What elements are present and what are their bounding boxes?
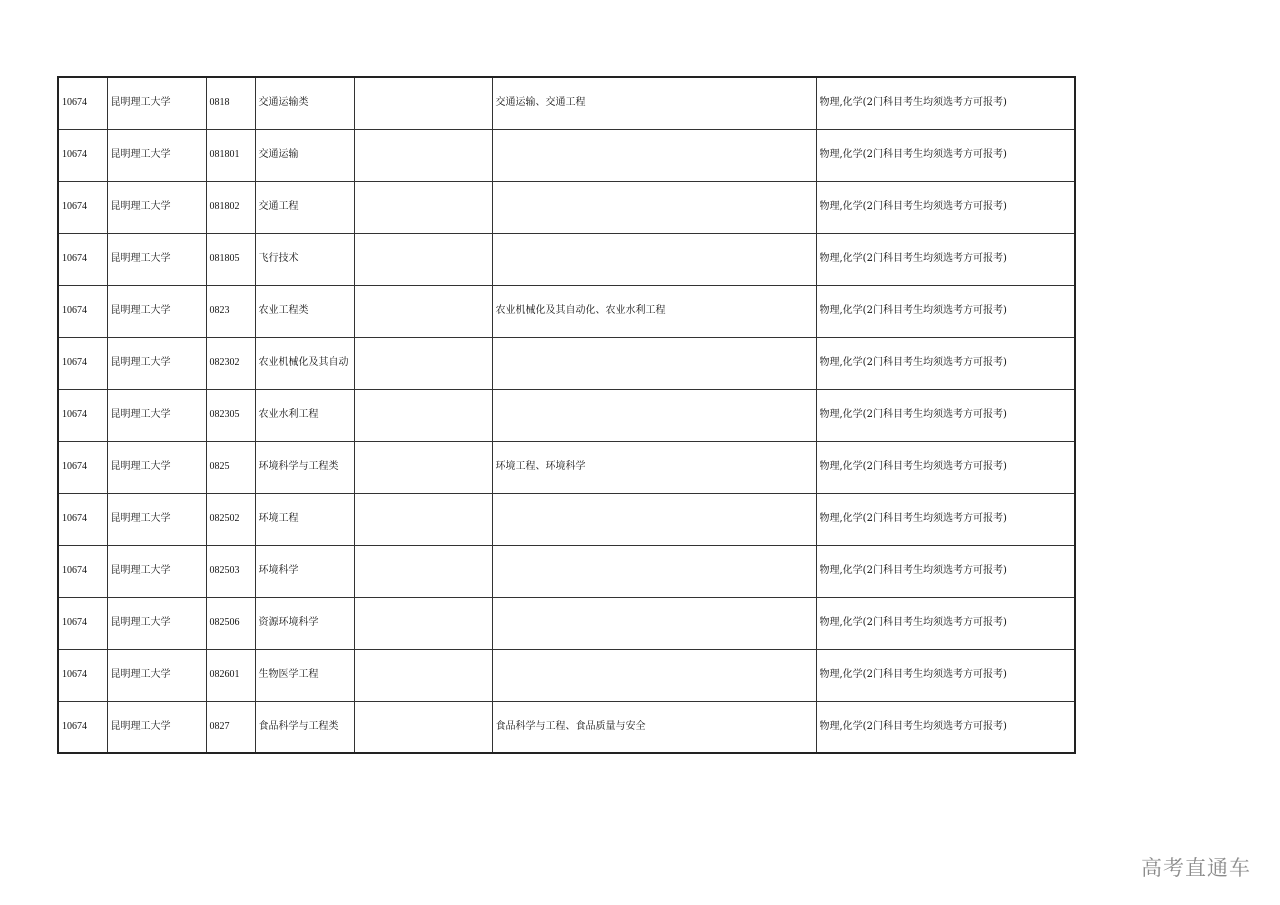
note-cell [354,493,492,545]
table-row [58,129,1075,181]
school-code-cell: 10674 [58,597,107,649]
note-cell [354,285,492,337]
included-majors-cell [492,389,816,441]
table-row [58,701,1075,753]
school-name-cell: 昆明理工大学 [107,77,206,129]
major-name-cell: 食品科学与工程类 [255,701,354,753]
subject-requirement-cell: 物理,化学(2门科目考生均须选考方可报考) [816,181,1075,233]
note-cell [354,701,492,753]
major-name-cell: 农业工程类 [255,285,354,337]
school-name-cell: 昆明理工大学 [107,389,206,441]
included-majors-cell [492,129,816,181]
subject-requirement-cell: 物理,化学(2门科目考生均须选考方可报考) [816,389,1075,441]
school-name-cell: 昆明理工大学 [107,129,206,181]
included-majors-cell: 环境工程、环境科学 [492,441,816,493]
note-cell [354,597,492,649]
major-name-cell: 生物医学工程 [255,649,354,701]
subject-requirement-cell: 物理,化学(2门科目考生均须选考方可报考) [816,493,1075,545]
included-majors-cell: 交通运输、交通工程 [492,77,816,129]
watermark-text: 高考直通车 [1141,856,1251,880]
major-name-cell: 交通工程 [255,181,354,233]
note-cell [354,545,492,597]
school-code-cell: 10674 [58,389,107,441]
major-name-cell: 农业水利工程 [255,389,354,441]
major-code-cell: 0827 [206,701,255,753]
included-majors-cell: 食品科学与工程、食品质量与安全 [492,701,816,753]
major-requirements-table [57,76,1076,754]
table-row [58,233,1075,285]
included-majors-cell [492,233,816,285]
major-code-cell: 081805 [206,233,255,285]
school-code-cell: 10674 [58,129,107,181]
major-code-cell: 082503 [206,545,255,597]
major-name-cell: 资源环境科学 [255,597,354,649]
school-name-cell: 昆明理工大学 [107,545,206,597]
major-code-cell: 0823 [206,285,255,337]
school-name-cell: 昆明理工大学 [107,181,206,233]
school-code-cell: 10674 [58,337,107,389]
major-name-cell: 农业机械化及其自动 [255,337,354,389]
major-code-cell: 082305 [206,389,255,441]
school-name-cell: 昆明理工大学 [107,701,206,753]
included-majors-cell [492,181,816,233]
subject-requirement-cell: 物理,化学(2门科目考生均须选考方可报考) [816,701,1075,753]
note-cell [354,441,492,493]
major-code-cell: 082502 [206,493,255,545]
major-code-cell: 082601 [206,649,255,701]
school-name-cell: 昆明理工大学 [107,337,206,389]
school-code-cell: 10674 [58,285,107,337]
included-majors-cell: 农业机械化及其自动化、农业水利工程 [492,285,816,337]
major-name-cell: 交通运输类 [255,77,354,129]
table-body [58,77,1075,753]
school-name-cell: 昆明理工大学 [107,649,206,701]
subject-requirement-cell: 物理,化学(2门科目考生均须选考方可报考) [816,649,1075,701]
school-code-cell: 10674 [58,493,107,545]
table-row [58,285,1075,337]
school-code-cell: 10674 [58,649,107,701]
school-code-cell: 10674 [58,441,107,493]
subject-requirement-cell: 物理,化学(2门科目考生均须选考方可报考) [816,285,1075,337]
included-majors-cell [492,545,816,597]
major-code-cell: 081802 [206,181,255,233]
table-row [58,441,1075,493]
table-row [58,337,1075,389]
subject-requirement-cell: 物理,化学(2门科目考生均须选考方可报考) [816,545,1075,597]
school-name-cell: 昆明理工大学 [107,493,206,545]
major-name-cell: 交通运输 [255,129,354,181]
school-code-cell: 10674 [58,77,107,129]
major-code-cell: 0818 [206,77,255,129]
table-row [58,181,1075,233]
subject-requirement-cell: 物理,化学(2门科目考生均须选考方可报考) [816,77,1075,129]
school-code-cell: 10674 [58,701,107,753]
major-name-cell: 飞行技术 [255,233,354,285]
major-code-cell: 0825 [206,441,255,493]
major-name-cell: 环境科学与工程类 [255,441,354,493]
school-name-cell: 昆明理工大学 [107,597,206,649]
note-cell [354,649,492,701]
school-name-cell: 昆明理工大学 [107,233,206,285]
note-cell [354,129,492,181]
note-cell [354,233,492,285]
major-name-cell: 环境工程 [255,493,354,545]
table-row [58,389,1075,441]
note-cell [354,181,492,233]
major-code-cell: 081801 [206,129,255,181]
note-cell [354,389,492,441]
note-cell [354,77,492,129]
included-majors-cell [492,597,816,649]
included-majors-cell [492,493,816,545]
table-row [58,649,1075,701]
school-code-cell: 10674 [58,233,107,285]
school-code-cell: 10674 [58,545,107,597]
school-name-cell: 昆明理工大学 [107,441,206,493]
table-row [58,545,1075,597]
major-name-cell: 环境科学 [255,545,354,597]
included-majors-cell [492,337,816,389]
school-name-cell: 昆明理工大学 [107,285,206,337]
table-row [58,493,1075,545]
table-row [58,77,1075,129]
note-cell [354,337,492,389]
subject-requirement-cell: 物理,化学(2门科目考生均须选考方可报考) [816,233,1075,285]
major-code-cell: 082506 [206,597,255,649]
included-majors-cell [492,649,816,701]
school-code-cell: 10674 [58,181,107,233]
subject-requirement-cell: 物理,化学(2门科目考生均须选考方可报考) [816,597,1075,649]
subject-requirement-cell: 物理,化学(2门科目考生均须选考方可报考) [816,129,1075,181]
subject-requirement-cell: 物理,化学(2门科目考生均须选考方可报考) [816,441,1075,493]
major-code-cell: 082302 [206,337,255,389]
subject-requirement-cell: 物理,化学(2门科目考生均须选考方可报考) [816,337,1075,389]
table-row [58,597,1075,649]
